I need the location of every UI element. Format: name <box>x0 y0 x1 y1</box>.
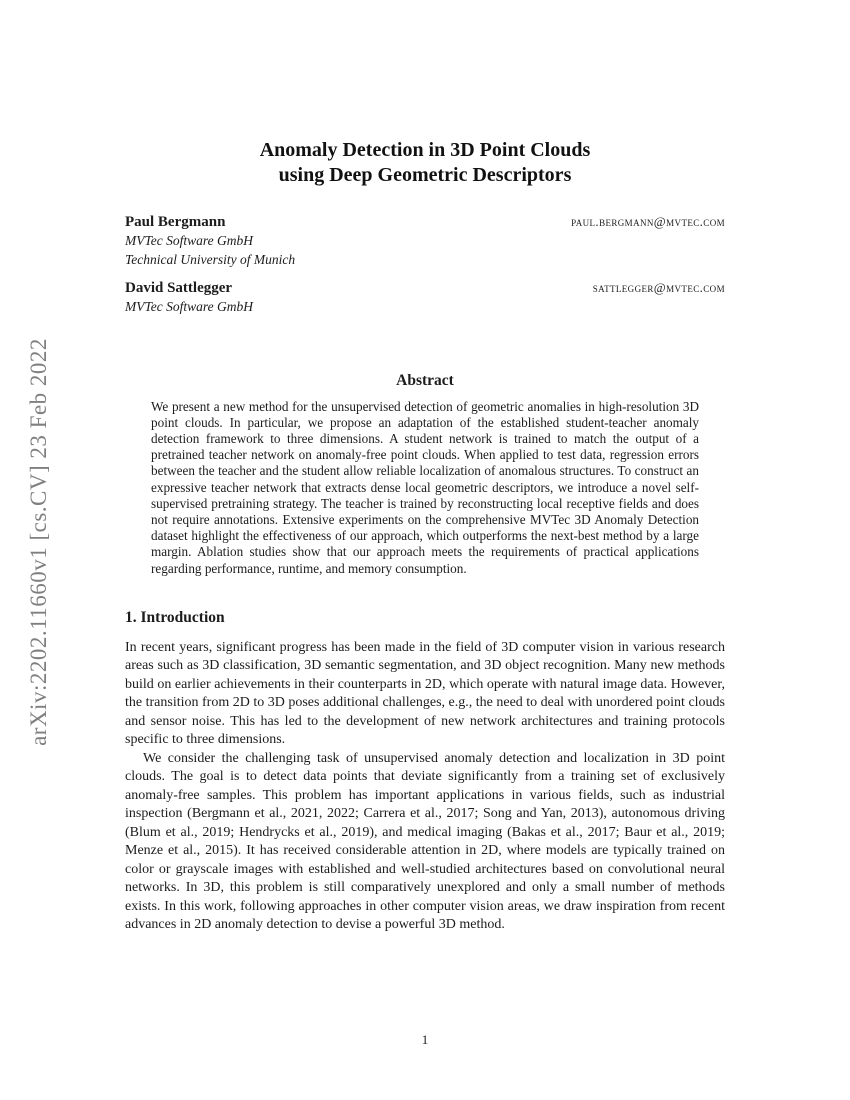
author-email-bergmann: paul.bergmann@mvtec.com <box>571 214 725 229</box>
author-row <box>125 214 725 231</box>
paper-title <box>125 138 725 188</box>
author-block-bergmann <box>125 214 725 268</box>
paper-content <box>125 0 725 935</box>
page-number: 1 <box>421 1032 429 1047</box>
intro-paragraph-1: In recent years, significant progress has been made in the field of 3D computer vision in various research areas such as 3D classification, 3D semantic segmentation, and 3D object recognition. Many new methods build on earlier achievements in their counterparts in 2D, which operate with natural image data. However, the transition from 2D to 3D poses additional challenges, e.g., the need to deal with unordered point clouds and sensor noise. This has led to the development of new network architectures and training protocols specific to three dimensions. <box>125 639 725 748</box>
abstract-text: We present a new method for the unsupervised detection of geometric anomalies in high-resolution 3D point clouds. In particular, we propose an adaptation of the established student-teacher anomaly detection framework to three dimensions. A student network is trained to match the output of a pretrained teacher network on anomaly-free point clouds. When applied to test data, regression errors between the teacher and the student allow reliable localization of anomalous structures. To construct an expressive teacher network that extracts dense local geometric descriptors, we introduce a novel self-supervised pretraining strategy. The teacher is trained by reconstructing local receptive fields and does not require annotations. Extensive experiments on the comprehensive MVTec 3D Anomaly Detection dataset highlight the effectiveness of our approach, which outperforms the next-best method by a large margin. Ablation studies show that our approach meets the requirements of practical applications regarding performance, runtime, and memory consumption. <box>151 398 699 576</box>
author-affiliation: MVTec Software GmbH <box>125 233 253 248</box>
author-email-sattlegger: sattlegger@mvtec.com <box>592 280 725 295</box>
section-heading-introduction: 1. Introduction <box>125 608 225 626</box>
intro-paragraph-2: We consider the challenging task of unsupervised anomaly detection and localization in 3D point clouds. The goal is to detect data points that deviate significantly from a training set of exclusively anomaly-free samples. This problem has important applications in various fields, such as industrial inspection (Bergmann et al., 2021, 2022; Carrera et al., 2017; Song and Yan, 2013), autonomous driving (Blum et al., 2019; Hendrycks et al., 2019), and medical imaging (Bakas et al., 2017; Baur et al., 2019; Menze et al., 2015). It has received considerable attention in 2D, where models are typically trained on color or grayscale images with established and well-studied architectures based on convolutional neural networks. In 3D, this problem is still comparatively unexplored and only a small number of methods exists. In this work, following approaches in other computer vision areas, we draw inspiration from recent advances in 2D anomaly detection to devise a powerful 3D method. <box>125 750 725 933</box>
author-name-sattlegger: David Sattlegger <box>125 280 233 296</box>
author-block-sattlegger <box>125 280 725 316</box>
author-affiliation: MVTec Software GmbH <box>125 299 253 314</box>
author-affiliation: Technical University of Munich <box>125 251 296 267</box>
arxiv-watermark: arXiv:2202.11660v1 [cs.CV] 23 Feb 2022 <box>26 338 51 746</box>
abstract-heading: Abstract <box>396 371 454 389</box>
paper-title-line-1: Anomaly Detection in 3D Point Clouds <box>259 139 591 161</box>
paper-title-line-2: using Deep Geometric Descriptors <box>278 164 572 186</box>
author-name-bergmann: Paul Bergmann <box>125 214 226 230</box>
author-row <box>125 280 725 297</box>
